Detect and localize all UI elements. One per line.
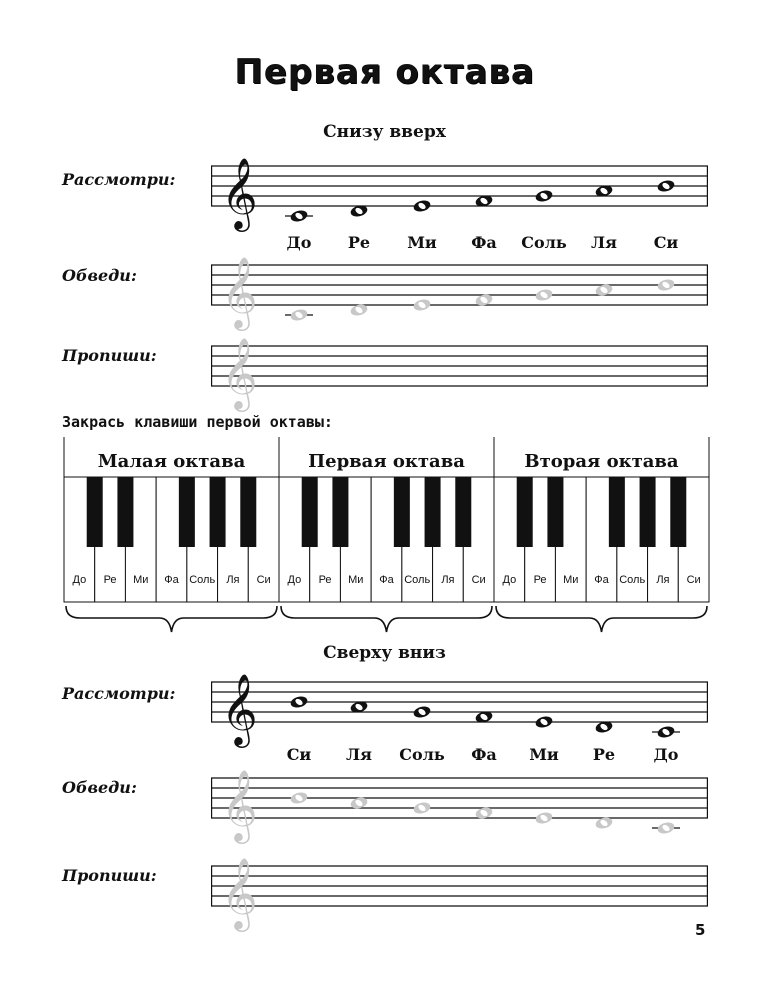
desc-trace-whole-note [412, 801, 431, 815]
octave-label: Вторая октава [524, 451, 679, 472]
black-key [425, 477, 441, 547]
note-name: Ля [346, 745, 372, 764]
key-label: До [502, 574, 517, 586]
note-names-desc [211, 745, 708, 767]
desc-look-whole-note [412, 705, 431, 719]
asc-look-whole-note [412, 199, 431, 213]
key-label: Соль [619, 574, 646, 586]
staff-look-desc [211, 672, 708, 745]
octave-brace [496, 606, 707, 632]
black-key [332, 477, 348, 547]
asc-trace-whole-note [412, 298, 431, 312]
key-label: До [287, 574, 302, 586]
treble-clef-icon: 𝄞 [221, 856, 258, 929]
key-label: Си [471, 574, 486, 586]
black-key [302, 477, 318, 547]
asc-trace-whole-note [656, 278, 675, 292]
asc-trace-whole-note [534, 288, 553, 302]
desc-look-whole-note [289, 695, 308, 709]
key-label: Фа [379, 574, 394, 586]
asc-look-whole-note [289, 209, 308, 223]
key-label: Ля [441, 574, 455, 586]
black-key [394, 477, 410, 547]
black-key [455, 477, 471, 547]
octave-brace [281, 606, 492, 632]
row-label-trace-asc: Обведи: [62, 266, 137, 285]
key-label: Ми [563, 574, 579, 586]
desc-trace-whole-note [289, 791, 308, 805]
note-name: До [653, 745, 679, 764]
staff-look-asc [211, 156, 708, 229]
octave-label: Первая октава [308, 451, 465, 472]
staff-write-desc [211, 856, 708, 929]
key-label: Соль [189, 574, 216, 586]
note-name: Соль [399, 745, 445, 764]
row-label-look-asc: Рассмотри: [62, 170, 176, 189]
black-key [117, 477, 133, 547]
key-label: Фа [594, 574, 609, 586]
key-label: Ми [348, 574, 364, 586]
desc-look-whole-note [534, 715, 553, 729]
black-key [609, 477, 625, 547]
key-label: Ре [533, 574, 547, 586]
key-label: Ми [133, 574, 149, 586]
note-names-asc [211, 233, 708, 255]
octave-label: Малая октава [97, 451, 246, 472]
black-key [87, 477, 103, 547]
black-key [640, 477, 656, 547]
treble-clef-icon: 𝄞 [221, 156, 258, 229]
staff-write-asc [211, 336, 708, 409]
key-label: Ре [318, 574, 332, 586]
piano-keyboard [62, 437, 710, 637]
asc-look-whole-note [534, 189, 553, 203]
key-label: Си [686, 574, 701, 586]
desc-look-whole-note [656, 725, 675, 739]
page-title: Первая октава [234, 52, 535, 92]
desc-trace-whole-note [534, 811, 553, 825]
key-label: Ля [226, 574, 240, 586]
note-name: Ми [407, 233, 437, 252]
note-name: Соль [521, 233, 567, 252]
descending-heading: Сверху вниз [323, 643, 446, 663]
black-key [670, 477, 686, 547]
treble-clef-icon: 𝄞 [221, 255, 258, 328]
asc-trace-whole-note [289, 308, 308, 322]
keyboard-instruction: Закрась клавиши первой октавы: [62, 413, 333, 431]
key-label: Соль [404, 574, 431, 586]
staff-trace-asc [211, 255, 708, 328]
note-name: Ми [529, 745, 559, 764]
black-key [517, 477, 533, 547]
row-label-trace-desc: Обведи: [62, 778, 137, 797]
black-key [179, 477, 195, 547]
key-label: До [72, 574, 87, 586]
octave-brace [66, 606, 277, 632]
key-label: Ре [103, 574, 117, 586]
row-label-look-desc: Рассмотри: [62, 684, 176, 703]
row-label-write-asc: Пропиши: [62, 346, 157, 365]
note-name: Си [286, 745, 312, 764]
row-label-write-desc: Пропиши: [62, 866, 157, 885]
treble-clef-icon: 𝄞 [221, 336, 258, 409]
treble-clef-icon: 𝄞 [221, 768, 258, 841]
note-name: Фа [471, 745, 497, 764]
ascending-heading: Снизу вверх [323, 122, 446, 142]
treble-clef-icon: 𝄞 [221, 672, 258, 745]
key-label: Ля [656, 574, 670, 586]
page-number: 5 [695, 921, 706, 939]
black-key [210, 477, 226, 547]
note-name: Фа [471, 233, 497, 252]
key-label: Си [256, 574, 271, 586]
note-name: Ля [591, 233, 617, 252]
desc-trace-whole-note [656, 821, 675, 835]
asc-look-whole-note [656, 179, 675, 193]
key-label: Фа [164, 574, 179, 586]
note-name: Ре [347, 233, 371, 252]
note-name: До [286, 233, 312, 252]
black-key [240, 477, 256, 547]
note-name: Си [653, 233, 679, 252]
note-name: Ре [592, 745, 616, 764]
staff-trace-desc [211, 768, 708, 841]
black-key [547, 477, 563, 547]
